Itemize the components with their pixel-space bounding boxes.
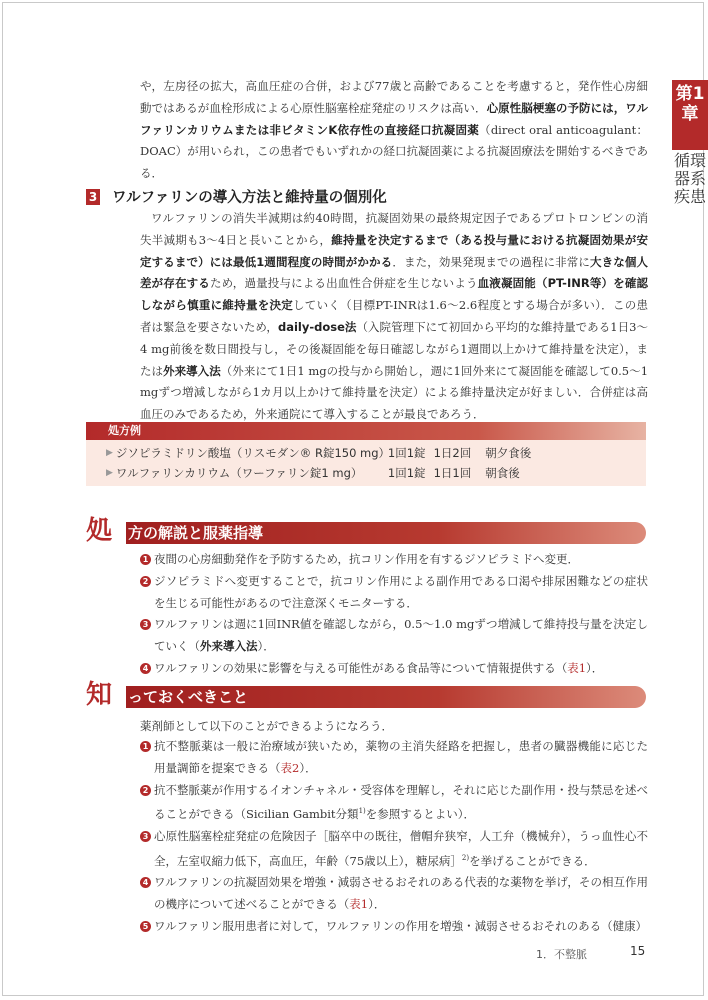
- list-item: 4 ワルファリンの効果に影響を与える可能性がある食品等について情報提供する（表1）．: [140, 658, 648, 680]
- section-number-badge: 3: [86, 189, 100, 205]
- section-3-heading: [86, 186, 387, 207]
- list-item: 2 抗不整脈薬が作用するイオンチャネル・受容体を理解し，それに応じた副作用・投与禁忌を述べることができる（Sicilian Gambit分類$^{1)}$を参照するとよい）．: [140, 780, 648, 826]
- list-item: 5 ワルファリン服用患者に対して，ワルファリンの作用を増強・減弱させるおそれのある（健康）: [140, 916, 648, 938]
- footer-section: 1．不整脈: [536, 948, 587, 961]
- list-item: 2 ジソピラミドへ変更することで，抗コリン作用による副作用である口渇や排尿困難などの症状を生じる可能性があるので注意深くモニターする．: [140, 571, 648, 615]
- banner-bar: [126, 686, 646, 708]
- list-item: 1 夜間の心房細動発作を予防するため，抗コリン作用を有するジソピラミドへ変更．: [140, 549, 648, 571]
- prescription-row: ▶ ジソピラミドリン酸塩（リスモダン® R錠150 mg） 1回1錠 1日2回 朝夕食後: [106, 446, 532, 460]
- knowledge-intro: 薬剤師として以下のことができるようになろう．: [140, 719, 393, 733]
- banner-title: 方の解説と服薬指導: [128, 524, 264, 542]
- list-item: 3 ワルファリンは週に1回INR値を確認しながら，0.5～1.0 mgずつ増減して維持投与量を決定していく（外来導入法）．: [140, 614, 648, 658]
- banner-kanji: 知: [86, 680, 113, 710]
- section-3-body: ワルファリンの消失半減期は約40時間，抗凝固効果の最終規定因子であるプロトロンビンの消失半減期も3～4日と長いことから，維持量を決定するまで（ある投与量における抗凝固効果が安定するまで）には最低1週間程度の時間がかかる．また，効果発現までの過程に非常に大きな個人差が存在するため，過量投与による出血性合併症を生じないよう血液凝固能（PT-INR等）を確認しながら慎重に維持量を決定していく（目標PT-INRは1.6～2.6程度とする場合が多い）．この患者は緊急を要さないため，daily-dose法（入院管理下にて初回から平均的な維持量である1日3～4 mg前後を数日間投与し，その後凝固能を毎日確認しながら1週間以上かけて維持量を決定），または外来導入法（外来にて1日1 mgの投与から開始し，週に1回外来にて凝固能を確認して0.5～1 mgずつ増減しながら1カ月以上かけて維持量を決定）による維持量決定が好ましい．合併症は高血圧のみであるため，外来通院にて導入することが最良であろう．: [140, 211, 649, 422]
- explanation-list: [140, 549, 648, 680]
- banner-title: っておくべきこと: [128, 688, 249, 706]
- triangle-icon: ▶: [106, 448, 113, 458]
- section-banner-chi: [86, 682, 646, 710]
- banner-kanji: 処: [86, 516, 113, 546]
- section-banner-sho: [86, 518, 646, 546]
- page-number: 15: [630, 944, 646, 958]
- list-item: 3 心原性脳塞栓症発症の危険因子［脳卒中の既往，僧帽弁狭窄，人工弁（機械弁），うっ血性心不全，左室収縮力低下，高血圧，年齢（75歳以上），糖尿病］$^{2)}$を挙げることができる．: [140, 826, 648, 872]
- intro-paragraph: や，左房径の拡大，高血圧症の合併，および77歳と高齢であることを考慮すると，発作性心房細動ではあるが血栓形成による心原性脳塞栓症発症のリスクは高い．心原性脳梗塞の予防には，ワルファリンカリウムまたは非ビタミンK依存性の直接経口抗凝固薬（direct oral anticoagulant：DOAC）が用いられ，この患者でもいずれかの経口抗凝固薬による抗凝固療法を開始するべきである．: [140, 79, 648, 181]
- section-title: ワルファリンの導入方法と維持量の個別化: [112, 190, 387, 206]
- list-item: 1 抗不整脈薬は一般に治療域が狭いため，薬物の主消失経路を把握し，患者の臓器機能に応じた用量調節を提案できる（表2）．: [140, 736, 648, 780]
- list-item: 4 ワルファリンの抗凝固効果を増強・減弱させるおそれのある代表的な薬物を挙げ，その相互作用の機序について述べることができる（表1）．: [140, 872, 648, 916]
- prescription-box: [86, 422, 646, 486]
- chapter-title: 循環器系疾患: [673, 151, 706, 206]
- chapter-label: 第1章: [675, 84, 705, 124]
- prescription-row: ▶ ワルファリンカリウム（ワーファリン錠1 mg） 1回1錠 1日1回 朝食後: [106, 466, 520, 480]
- triangle-icon: ▶: [106, 468, 113, 478]
- knowledge-list: [140, 736, 648, 938]
- prescription-header: 処方例: [86, 422, 646, 440]
- banner-bar: [126, 522, 646, 544]
- chapter-tab: [672, 80, 708, 150]
